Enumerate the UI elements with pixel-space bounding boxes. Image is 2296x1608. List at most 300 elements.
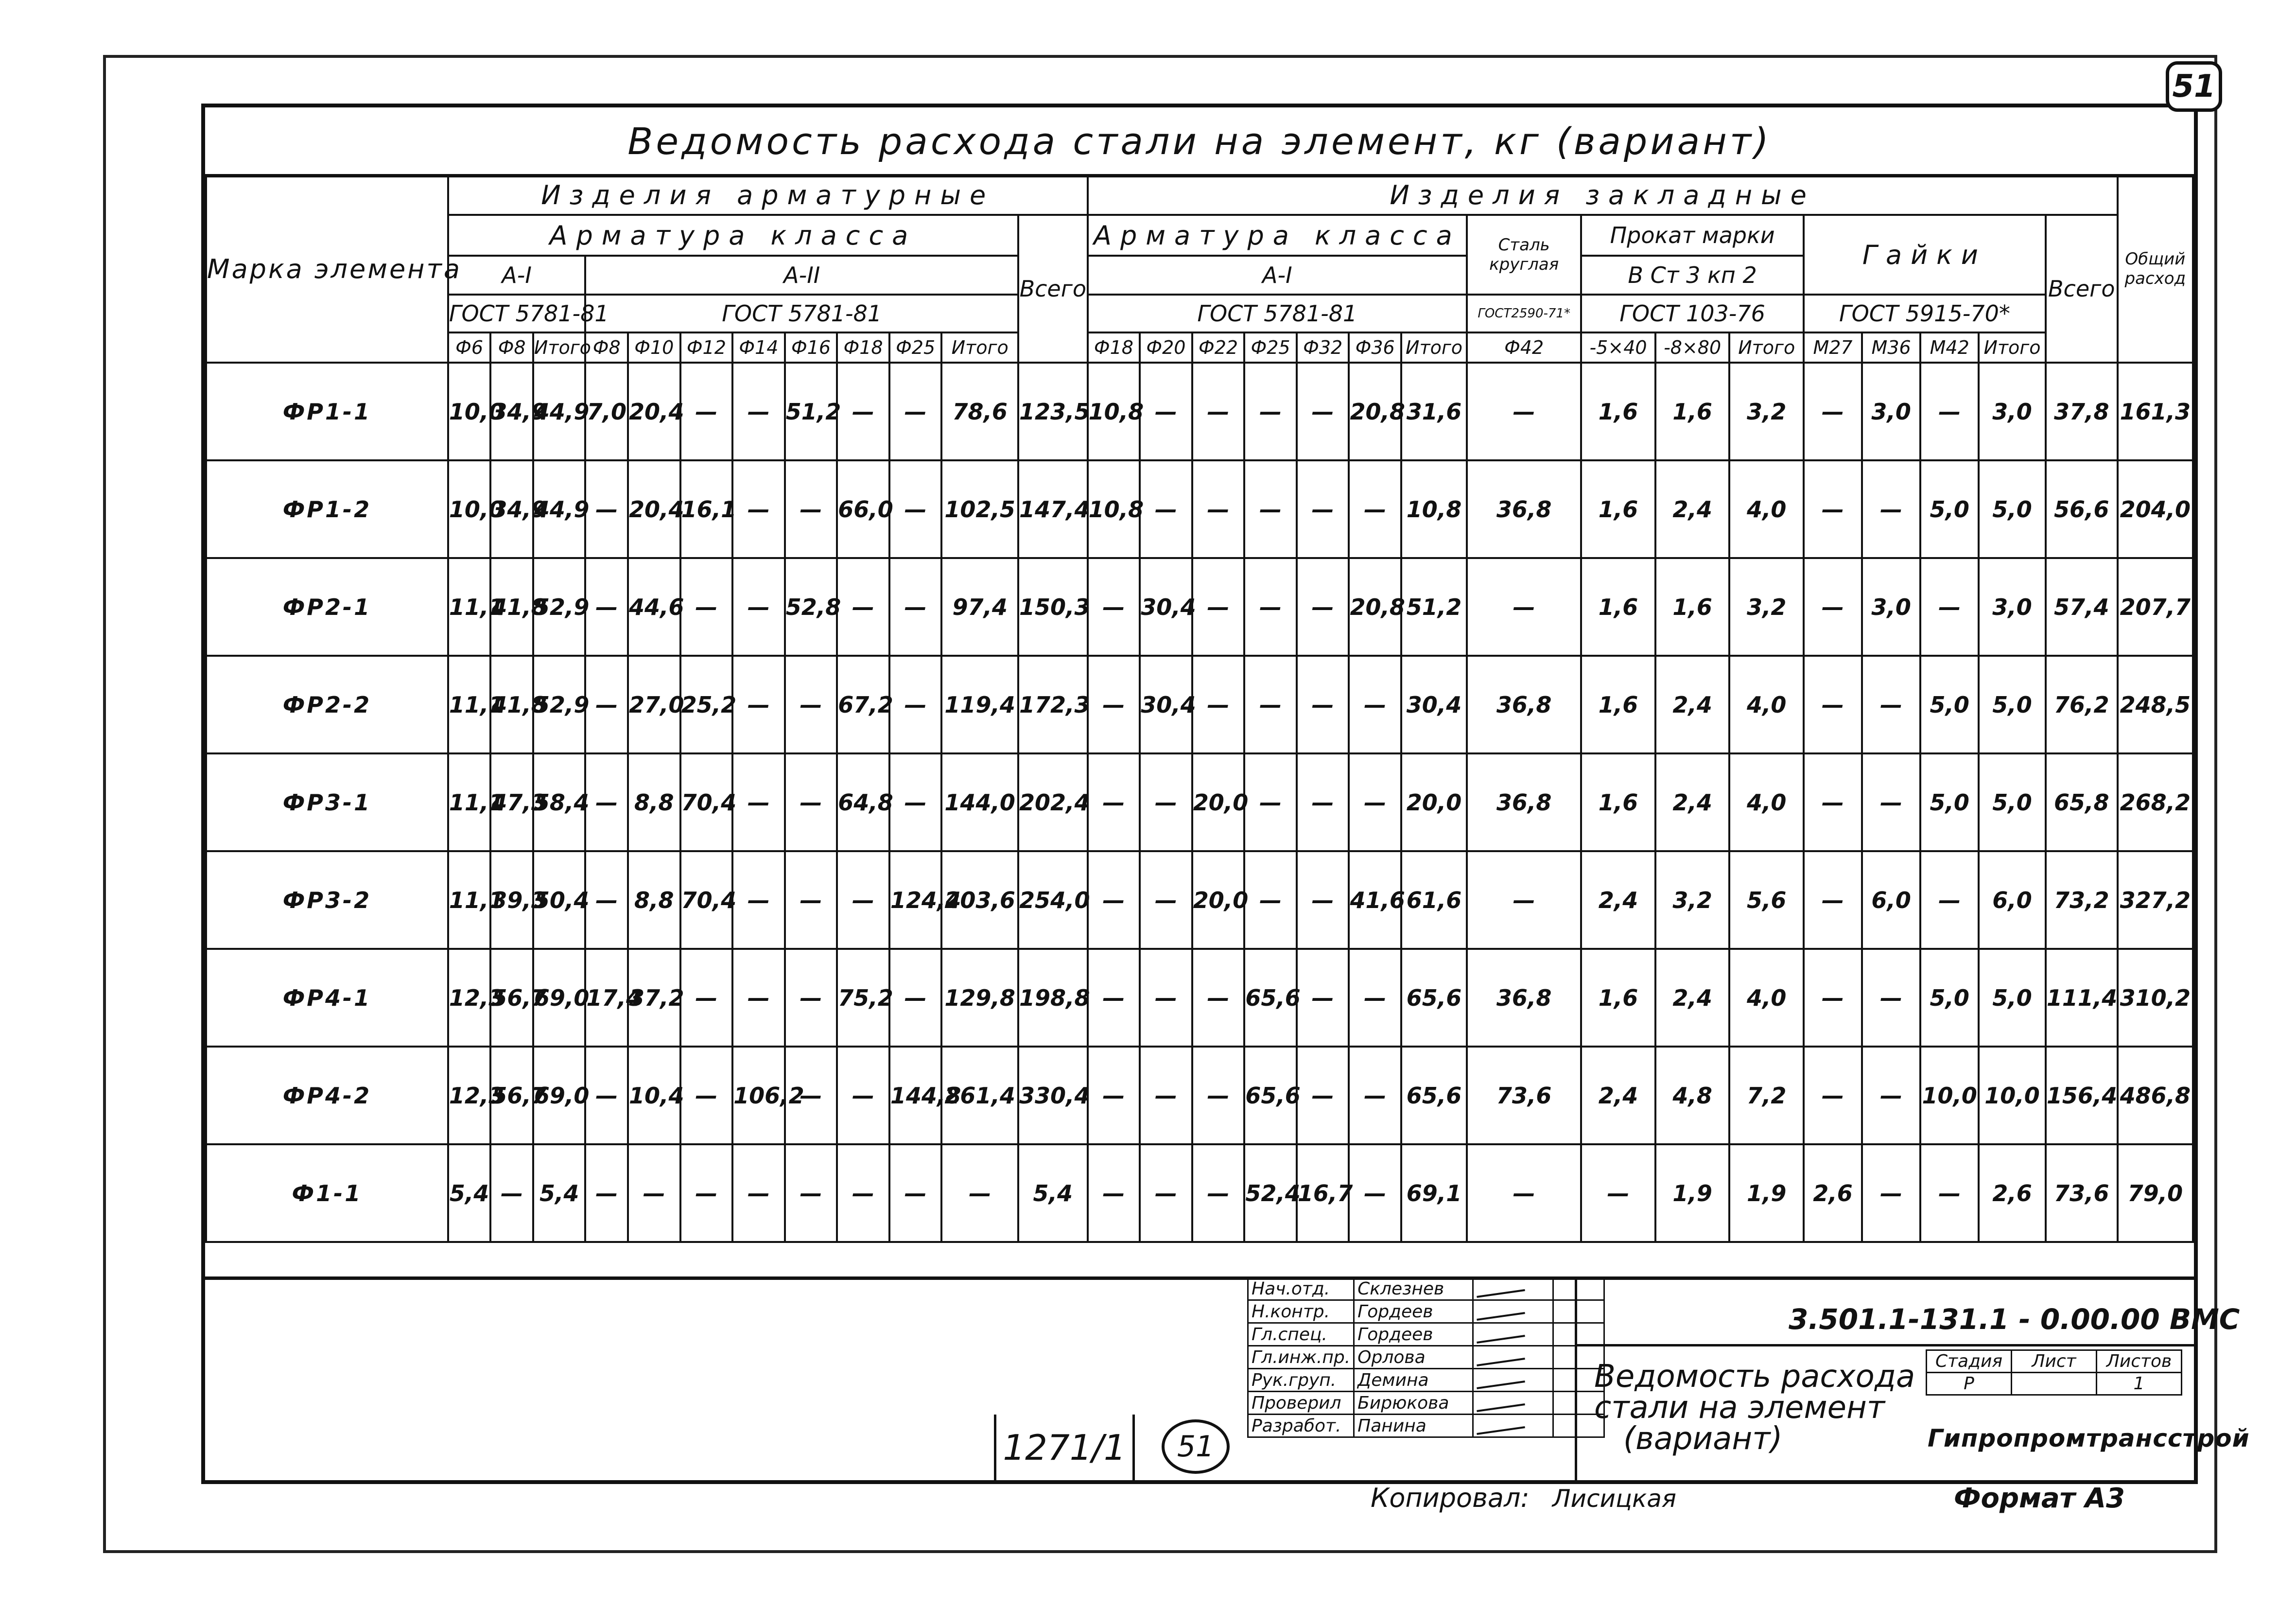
table-cell: —: [732, 851, 785, 949]
table-cell: 268,2: [2118, 753, 2193, 851]
signature-scribble: [1477, 1403, 1525, 1412]
stage-label: Стадия: [1927, 1350, 2012, 1373]
table-cell: 37,2: [628, 949, 680, 1047]
table-cell: 3,0: [1862, 558, 1920, 656]
table-cell: 65,6: [1244, 949, 1297, 1047]
header-gost-c: ГОСТ 5781-81: [1088, 295, 1467, 332]
table-cell: 1,9: [1655, 1144, 1730, 1242]
table-cell: —: [1088, 656, 1140, 753]
table-cell: 5,6: [1729, 851, 1804, 949]
table-cell: —: [785, 753, 837, 851]
table-cell: 5,0: [1979, 656, 2046, 753]
table-cell: 70,4: [680, 753, 733, 851]
table-cell: —: [889, 753, 942, 851]
header-gost-b: ГОСТ 5781-81: [585, 295, 1018, 332]
table-cell: 69,1: [1401, 1144, 1467, 1242]
table-cell: —: [1862, 656, 1920, 753]
table-cell: —: [1467, 363, 1581, 460]
document-code: 3.501.1-131.1 - 0.00.00 ВМС: [1789, 1303, 2240, 1336]
element-mark: ФР4-1: [206, 949, 448, 1047]
table-cell: 10,8: [1088, 363, 1140, 460]
table-row: [206, 460, 2193, 558]
table-cell: —: [585, 656, 628, 753]
col-header: Ф12: [680, 332, 733, 363]
table-cell: —: [1088, 558, 1140, 656]
header-armature-products: Изделия арматурные: [448, 175, 1088, 215]
table-cell: —: [1244, 363, 1297, 460]
table-cell: —: [1140, 851, 1192, 949]
table-cell: —: [1244, 851, 1297, 949]
table-cell: —: [889, 1144, 942, 1242]
table-row: [206, 656, 2193, 753]
col-header: Итого: [1729, 332, 1804, 363]
table-cell: 20,8: [1349, 363, 1401, 460]
table-cell: 2,4: [1655, 656, 1730, 753]
table-cell: —: [1192, 363, 1245, 460]
table-cell: —: [837, 1047, 889, 1144]
table-cell: —: [1349, 949, 1401, 1047]
table-cell: —: [585, 460, 628, 558]
header-total-armature: Всего: [1018, 215, 1088, 363]
table-cell: —: [680, 1047, 733, 1144]
table-cell: 1,6: [1581, 949, 1655, 1047]
table-cell: —: [1140, 949, 1192, 1047]
table-cell: 3,0: [1862, 363, 1920, 460]
table-cell: 20,4: [628, 363, 680, 460]
table-cell: —: [1244, 460, 1297, 558]
table-cell: 1,6: [1581, 363, 1655, 460]
element-mark: Ф1-1: [206, 1144, 448, 1242]
table-cell: 52,9: [533, 656, 586, 753]
col-header: Ф36: [1349, 332, 1401, 363]
header-embedded-products: Изделия закладные: [1088, 175, 2118, 215]
table-cell: 1,6: [1581, 460, 1655, 558]
table-cell: 202,4: [1018, 753, 1088, 851]
element-mark: ФР1-2: [206, 460, 448, 558]
table-cell: —: [585, 851, 628, 949]
table-cell: 207,7: [2118, 558, 2193, 656]
table-cell: 1,6: [1655, 558, 1730, 656]
table-cell: 47,3: [490, 753, 533, 851]
organization-name: Гипропромтрансстрой: [1928, 1424, 2250, 1452]
table-cell: 20,8: [1349, 558, 1401, 656]
table-cell: 10,0: [1979, 1047, 2046, 1144]
table-cell: —: [1920, 851, 1979, 949]
table-cell: —: [1244, 753, 1297, 851]
table-cell: —: [1297, 753, 1349, 851]
table-cell: 41,8: [490, 656, 533, 753]
signature-role: Разработ.: [1248, 1415, 1354, 1437]
signature-mark: [1473, 1415, 1553, 1437]
header-overall: Общий расход: [2118, 175, 2193, 363]
table-cell: 51,2: [1401, 558, 1467, 656]
table-cell: 25,2: [680, 656, 733, 753]
table-cell: —: [1862, 949, 1920, 1047]
col-header: Ф20: [1140, 332, 1192, 363]
table-cell: 5,4: [448, 1144, 491, 1242]
col-header: Ф14: [732, 332, 785, 363]
table-cell: 4,0: [1729, 460, 1804, 558]
table-cell: 2,6: [1804, 1144, 1862, 1242]
table-cell: —: [1297, 949, 1349, 1047]
col-header: Ф18: [1088, 332, 1140, 363]
table-cell: 4,0: [1729, 753, 1804, 851]
table-cell: —: [1804, 558, 1862, 656]
table-cell: —: [1862, 1047, 1920, 1144]
table-cell: 310,2: [2118, 949, 2193, 1047]
table-cell: 161,3: [2118, 363, 2193, 460]
table-cell: —: [1244, 558, 1297, 656]
table-cell: 30,4: [1401, 656, 1467, 753]
table-cell: 5,0: [1920, 460, 1979, 558]
signature-scribble: [1477, 1289, 1525, 1298]
col-header: Итого: [533, 332, 586, 363]
signature-name: Склезнев: [1354, 1277, 1473, 1300]
col-header: -8×80: [1655, 332, 1730, 363]
table-row: [206, 851, 2193, 949]
table-cell: 5,4: [533, 1144, 586, 1242]
table-cell: 78,6: [941, 363, 1018, 460]
header-mark: Марка элемента: [206, 175, 448, 363]
table-cell: 123,5: [1018, 363, 1088, 460]
header-gost-5915: ГОСТ 5915-70*: [1804, 295, 2046, 332]
document-name-line: стали на элемент: [1594, 1390, 1885, 1426]
table-cell: 8,8: [628, 753, 680, 851]
signature-name: Орлова: [1354, 1346, 1473, 1369]
table-cell: 10,0: [1920, 1047, 1979, 1144]
table-cell: —: [1192, 558, 1245, 656]
table-cell: —: [837, 558, 889, 656]
table-cell: —: [1088, 949, 1140, 1047]
col-header: Ф10: [628, 332, 680, 363]
sheet-value: [2012, 1373, 2097, 1395]
signature-row: [1248, 1323, 1604, 1346]
table-cell: —: [585, 753, 628, 851]
signature-scribble: [1477, 1426, 1525, 1435]
stage-table: [1926, 1349, 2182, 1396]
table-cell: 4,0: [1729, 656, 1804, 753]
table-cell: 1,6: [1581, 753, 1655, 851]
table-cell: 11,1: [448, 851, 491, 949]
signature-role: Рук.груп.: [1248, 1369, 1354, 1392]
table-cell: 17,4: [585, 949, 628, 1047]
signature-row: [1248, 1415, 1604, 1437]
table-cell: 11,1: [448, 656, 491, 753]
table-cell: 44,6: [628, 558, 680, 656]
table-cell: 2,4: [1581, 851, 1655, 949]
table-cell: —: [1349, 656, 1401, 753]
copied-signature: Лисицкая: [1552, 1485, 1676, 1513]
table-cell: —: [1804, 753, 1862, 851]
table-cell: 65,6: [1401, 1047, 1467, 1144]
table-cell: —: [1088, 1047, 1140, 1144]
table-cell: 12,3: [448, 949, 491, 1047]
table-cell: 7,2: [1729, 1047, 1804, 1144]
table-cell: 52,8: [785, 558, 837, 656]
table-cell: 52,9: [533, 558, 586, 656]
table-cell: 261,4: [941, 1047, 1018, 1144]
signature-name: Гордеев: [1354, 1323, 1473, 1346]
table-cell: —: [1140, 1047, 1192, 1144]
table-cell: 65,6: [1401, 949, 1467, 1047]
table-cell: —: [785, 1144, 837, 1242]
table-cell: 65,8: [2046, 753, 2118, 851]
table-cell: —: [785, 949, 837, 1047]
table-cell: —: [1140, 460, 1192, 558]
table-cell: —: [941, 1144, 1018, 1242]
header-gost-103: ГОСТ 103-76: [1581, 295, 1804, 332]
header-rolled-grade: В Ст 3 кп 2: [1581, 256, 1804, 295]
table-cell: 144,8: [889, 1047, 942, 1144]
table-cell: —: [490, 1144, 533, 1242]
table-cell: 50,4: [533, 851, 586, 949]
table-cell: 20,0: [1192, 851, 1245, 949]
col-header: Итого: [1979, 332, 2046, 363]
col-header: М42: [1920, 332, 1979, 363]
table-cell: —: [732, 1144, 785, 1242]
sheets-label: Листов: [2097, 1350, 2182, 1373]
signature-row: [1248, 1277, 1604, 1300]
col-header: Ф6: [448, 332, 491, 363]
signature-mark: [1473, 1323, 1553, 1346]
col-header: Ф22: [1192, 332, 1245, 363]
table-cell: —: [1804, 851, 1862, 949]
table-cell: 69,0: [533, 1047, 586, 1144]
table-cell: —: [785, 1047, 837, 1144]
table-cell: 97,4: [941, 558, 1018, 656]
table-cell: 70,4: [680, 851, 733, 949]
table-cell: 1,6: [1581, 656, 1655, 753]
table-cell: —: [889, 656, 942, 753]
header-a1-emb: А-I: [1088, 256, 1467, 295]
table-cell: 3,2: [1729, 558, 1804, 656]
table-cell: 44,9: [533, 363, 586, 460]
table-cell: 20,0: [1401, 753, 1467, 851]
col-header: Ф25: [889, 332, 942, 363]
table-cell: —: [1297, 460, 1349, 558]
table-cell: 27,0: [628, 656, 680, 753]
sheets-value: 1: [2097, 1373, 2182, 1395]
table-cell: 203,6: [941, 851, 1018, 949]
table-cell: 56,7: [490, 949, 533, 1047]
col-header: Ф16: [785, 332, 837, 363]
table-cell: —: [585, 558, 628, 656]
table-cell: 486,8: [2118, 1047, 2193, 1144]
table-cell: 10,0: [448, 460, 491, 558]
table-cell: 5,4: [1018, 1144, 1088, 1242]
signature-role: Н.контр.: [1248, 1300, 1354, 1323]
table-cell: —: [732, 753, 785, 851]
signature-row: [1248, 1300, 1604, 1323]
table-cell: 11,1: [448, 558, 491, 656]
signature-scribble: [1477, 1312, 1525, 1321]
table-cell: —: [1088, 1144, 1140, 1242]
table-cell: 1,6: [1655, 363, 1730, 460]
table-cell: —: [732, 363, 785, 460]
table-row: [206, 1144, 2193, 1242]
header-armature-class-emb: Арматура класса: [1088, 215, 1467, 256]
signature-row: [1248, 1392, 1604, 1415]
table-cell: 64,8: [837, 753, 889, 851]
table-cell: —: [1244, 656, 1297, 753]
table-cell: —: [1804, 1047, 1862, 1144]
table-cell: 10,8: [1401, 460, 1467, 558]
header-armature-class: Арматура класса: [448, 215, 1018, 256]
table-cell: 6,0: [1979, 851, 2046, 949]
table-cell: —: [1140, 1144, 1192, 1242]
table-cell: —: [785, 851, 837, 949]
signature-mark: [1473, 1369, 1553, 1392]
table-cell: —: [1297, 558, 1349, 656]
col-header: Ф25: [1244, 332, 1297, 363]
table-cell: —: [1297, 1047, 1349, 1144]
table-cell: 119,4: [941, 656, 1018, 753]
table-cell: —: [1862, 460, 1920, 558]
table-cell: 76,2: [2046, 656, 2118, 753]
table-cell: 4,0: [1729, 949, 1804, 1047]
header-rolled: Прокат марки: [1581, 215, 1804, 256]
document-name-line: (вариант): [1623, 1421, 1783, 1457]
table-cell: 73,6: [2046, 1144, 2118, 1242]
signature-name: Гордеев: [1354, 1300, 1473, 1323]
table-cell: 5,0: [1920, 753, 1979, 851]
table-cell: 3,0: [1979, 558, 2046, 656]
copied-label: Копировал:: [1371, 1483, 1530, 1513]
col-header: Ф32: [1297, 332, 1349, 363]
table-cell: 69,0: [533, 949, 586, 1047]
table-cell: 57,4: [2046, 558, 2118, 656]
signature-mark: [1473, 1277, 1553, 1300]
signature-mark: [1473, 1346, 1553, 1369]
sheet-label: Лист: [2012, 1350, 2097, 1373]
table-cell: —: [1349, 1144, 1401, 1242]
table-cell: —: [1467, 851, 1581, 949]
table-cell: —: [680, 1144, 733, 1242]
table-cell: —: [785, 656, 837, 753]
table-cell: 4,8: [1655, 1047, 1730, 1144]
table-cell: —: [1804, 949, 1862, 1047]
table-cell: —: [1862, 1144, 1920, 1242]
table-cell: —: [680, 558, 733, 656]
table-cell: —: [1192, 656, 1245, 753]
table-cell: 106,2: [732, 1047, 785, 1144]
table-cell: 36,8: [1467, 460, 1581, 558]
table-cell: 34,9: [490, 460, 533, 558]
signature-mark: [1473, 1300, 1553, 1323]
table-cell: —: [1088, 753, 1140, 851]
format-label: Формат А3: [1954, 1483, 2125, 1514]
table-cell: 20,4: [628, 460, 680, 558]
header-a1: А-I: [448, 256, 586, 295]
table-cell: —: [889, 363, 942, 460]
col-header: Ф18: [837, 332, 889, 363]
col-header: М27: [1804, 332, 1862, 363]
table-cell: 2,4: [1655, 949, 1730, 1047]
table-cell: 39,3: [490, 851, 533, 949]
table-cell: 254,0: [1018, 851, 1088, 949]
table-cell: 102,5: [941, 460, 1018, 558]
table-cell: —: [1140, 363, 1192, 460]
table-cell: —: [1192, 1144, 1245, 1242]
table-cell: —: [732, 558, 785, 656]
table-cell: —: [1192, 460, 1245, 558]
table-cell: —: [889, 558, 942, 656]
col-header: Ф8: [490, 332, 533, 363]
table-cell: 52,4: [1244, 1144, 1297, 1242]
sheet-number: 51: [2166, 61, 2222, 112]
table-cell: —: [837, 363, 889, 460]
signature-row: [1248, 1346, 1604, 1369]
table-cell: —: [1804, 656, 1862, 753]
signature-scribble: [1477, 1381, 1525, 1389]
table-row: [206, 949, 2193, 1047]
table-cell: 156,4: [2046, 1047, 2118, 1144]
table-cell: —: [837, 1144, 889, 1242]
signature-role: Гл.инж.пр.: [1248, 1346, 1354, 1369]
table-cell: —: [1297, 363, 1349, 460]
table-cell: —: [1920, 1144, 1979, 1242]
table-cell: 2,6: [1979, 1144, 2046, 1242]
table-cell: 330,4: [1018, 1047, 1088, 1144]
table-cell: 37,8: [2046, 363, 2118, 460]
document-name-line: Ведомость расхода: [1594, 1359, 1915, 1395]
table-cell: 204,0: [2118, 460, 2193, 558]
signature-role: Проверил: [1248, 1392, 1354, 1415]
table-cell: 10,4: [628, 1047, 680, 1144]
copied-by: [1371, 1483, 1676, 1513]
table-cell: 111,4: [2046, 949, 2118, 1047]
table-cell: 248,5: [2118, 656, 2193, 753]
table-cell: 144,0: [941, 753, 1018, 851]
table-cell: 73,2: [2046, 851, 2118, 949]
steel-consumption-table: [205, 174, 2194, 1243]
table-cell: 1,6: [1581, 558, 1655, 656]
table-cell: 129,8: [941, 949, 1018, 1047]
element-mark: ФР4-2: [206, 1047, 448, 1144]
table-cell: —: [585, 1047, 628, 1144]
signature-table: [1247, 1276, 1605, 1438]
table-cell: —: [1467, 558, 1581, 656]
table-cell: —: [1192, 949, 1245, 1047]
table-cell: 10,8: [1088, 460, 1140, 558]
drawing-number: 1271/1: [994, 1415, 1135, 1480]
table-cell: —: [1804, 460, 1862, 558]
drawing-circle: 51: [1162, 1419, 1230, 1474]
header-gost-2590: ГОСТ2590-71*: [1467, 295, 1581, 332]
table-cell: 36,8: [1467, 753, 1581, 851]
table-cell: 3,2: [1729, 363, 1804, 460]
table-cell: —: [1920, 558, 1979, 656]
table-cell: 36,8: [1467, 656, 1581, 753]
table-cell: —: [1349, 753, 1401, 851]
table-cell: —: [1862, 753, 1920, 851]
table-cell: 5,0: [1979, 949, 2046, 1047]
table-cell: 79,0: [2118, 1144, 2193, 1242]
table-cell: 44,9: [533, 460, 586, 558]
header-gost-a: ГОСТ 5781-81: [448, 295, 586, 332]
table-cell: 124,4: [889, 851, 942, 949]
table-cell: —: [732, 460, 785, 558]
table-cell: 6,0: [1862, 851, 1920, 949]
table-cell: —: [680, 949, 733, 1047]
signature-role: Гл.спец.: [1248, 1323, 1354, 1346]
table-cell: —: [1467, 1144, 1581, 1242]
element-mark: ФР1-1: [206, 363, 448, 460]
table-cell: —: [1297, 851, 1349, 949]
table-cell: —: [1140, 753, 1192, 851]
table-cell: 1,9: [1729, 1144, 1804, 1242]
table-cell: 51,2: [785, 363, 837, 460]
